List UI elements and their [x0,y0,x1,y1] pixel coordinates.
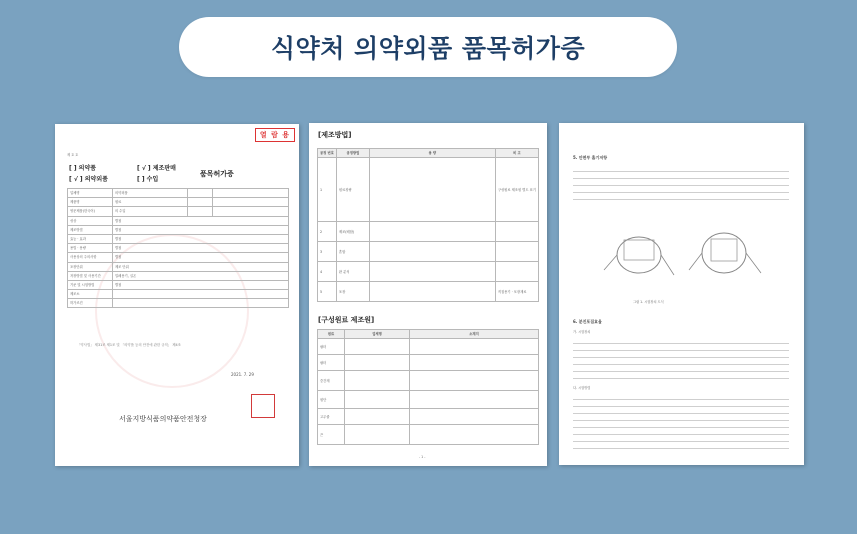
legal-notes: 「약사법」 제31조 제1조 및 「의약품 등의 안전에 관한 규칙」 제4조 [77,343,181,347]
step-no: 3 [318,242,337,262]
row-value: 별첨 [113,216,289,225]
section-dust-efficiency: 6. 분진포집효율 [573,319,602,324]
step-note: 직접용기 · 포장재료 [495,282,538,302]
issuer-name: 서울지방식품의약품안전청장 [119,415,207,423]
material-name: 필터 [318,355,345,371]
row-value: 의약외품 [113,189,188,198]
banner-title: 식약처 의약외품 품목허가증 [270,34,586,63]
row-label: 효능 · 효과 [68,234,113,243]
col-header: 비 고 [495,149,538,158]
step-no: 2 [318,222,337,242]
col-header: 소재지 [410,330,539,339]
process-table [317,148,539,302]
permit-table [67,188,289,308]
step-no: 5 [318,282,337,302]
row-label: 포장단위 [68,262,113,271]
material-name: 고무줄 [318,409,345,425]
paragraph-lines [573,337,789,379]
check-quasi-drug: [ √ ] 의약외품 [69,176,108,183]
manufacturing-method-page [309,123,547,466]
check-medicine: [ ] 의약품 [69,165,97,172]
material-name: 중간재 [318,371,345,391]
check-import: [ ] 수입 [137,176,159,183]
material-name: 끈 [318,425,345,445]
row-label: 업체명 [68,189,113,198]
row-value: 별첨 [113,234,289,243]
figure-caption: 그림 1. 시험장치 도식 [633,300,664,304]
test-method-page [559,123,804,465]
paragraph-lines [573,393,789,449]
paragraph-lines [573,165,789,205]
material-name: 원단 [318,391,345,409]
row-label: 기준 및 시험방법 [68,280,113,289]
materials-table [317,329,539,445]
row-label: 성상 [68,216,113,225]
row-label: 사용상의 주의사항 [68,253,113,262]
step-note: 구성원료 제조원 별도 표기 [495,158,538,222]
col-header: 용 량 [369,149,495,158]
issue-date: 2021. 7. 29 [231,372,254,377]
row-label: 제조소 [68,290,113,299]
row-label: 용법 · 용량 [68,244,113,253]
row-label: 저장방법 및 사용기간 [68,271,113,280]
step-note [495,222,538,242]
row-value: 의 수입 [113,207,188,216]
subsection-method: 다. 시험방법 [573,386,591,390]
col-header: 공정방법 [336,149,369,158]
title-banner [179,17,677,77]
row-label: 허가조건 [68,299,113,308]
row-value [113,299,289,308]
col-header: 원료 [318,330,345,339]
step-name: 완 분석 [336,262,369,282]
section-manufacturing: [제조방법] [318,131,352,139]
step-name: 포장 [336,282,369,302]
step-name: 제조(배합) [336,222,369,242]
step-name: 원료칭량 [336,158,369,222]
row-label: 영문제품(한국어) [68,207,113,216]
row-value: 제조 단위 [113,262,289,271]
row-label: 제조방법 [68,225,113,234]
viewing-stamp: 열 람 용 [255,128,295,142]
row-value: 밀폐용기, 실온 [113,271,289,280]
step-no: 4 [318,262,337,282]
step-name: 혼합 [336,242,369,262]
step-note [495,242,538,262]
section-materials: [구성원료 제조원] [318,316,375,324]
row-value: 별첨 [113,225,289,234]
col-header: 업체명 [345,330,410,339]
page-number: - 1 - [419,455,426,459]
step-note [495,262,538,282]
material-name: 필터 [318,339,345,355]
step-no: 1 [318,158,337,222]
form-number: 제 호 호 [67,153,79,157]
permit-certificate-page [55,124,299,466]
test-apparatus-diagram [589,215,779,295]
row-value: 별첨 [113,253,289,262]
subsection-apparatus: 가. 시험장치 [573,330,591,334]
item-inhalation-resistance: 5. 안면부 흡기저항 [573,155,608,160]
row-value: 별첨 [113,280,289,289]
check-manufacture-sale: [ √ ] 제조판매 [137,165,176,172]
row-value [113,290,289,299]
col-header: 공정 번호 [318,149,337,158]
form-title: 품목허가증 [200,170,234,178]
row-value: 원료 [113,198,188,207]
official-seal [251,394,275,418]
row-label: 제품명 [68,198,113,207]
row-value: 별첨 [113,244,289,253]
